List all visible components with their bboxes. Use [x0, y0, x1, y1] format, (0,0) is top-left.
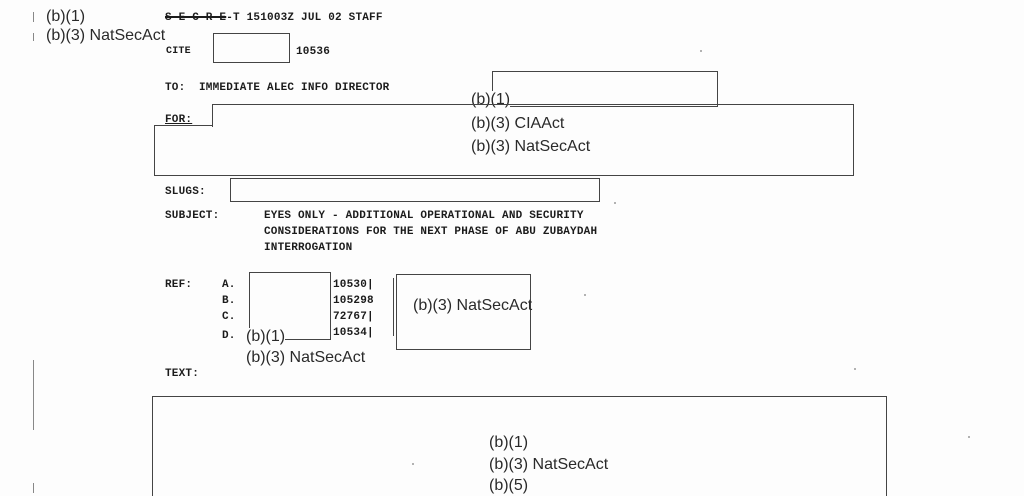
to-redaction-box	[492, 71, 718, 107]
ref-exemption-natsec: (b)(3) NatSecAct	[246, 349, 366, 366]
slugs-redaction-box	[230, 178, 600, 202]
for-redaction-box-left-top	[154, 125, 212, 126]
margin-exemption-b1: (b)(1)	[46, 8, 86, 25]
for-exemption-natsec: (b)(3) NatSecAct	[471, 138, 591, 155]
subject-line-2: CONSIDERATIONS FOR THE NEXT PHASE OF ABU ZUBAYDAH	[264, 226, 598, 238]
to-exemption-b1: (b)(1)	[471, 91, 511, 108]
margin-mark	[33, 33, 34, 41]
margin-mark	[33, 12, 34, 22]
classification-line	[165, 11, 383, 25]
margin-exemption-b3: (b)(3) NatSecAct	[46, 27, 166, 44]
text-exemption-b5: (b)(5)	[489, 477, 529, 494]
classification-struck: S-E-C-R-E	[165, 12, 227, 24]
cite-redaction-box	[213, 33, 290, 63]
subject-line-1: EYES ONLY - ADDITIONAL OPERATIONAL AND SECURITY	[264, 210, 584, 222]
ref-bracket-left	[393, 278, 394, 336]
margin-mark	[33, 483, 34, 493]
ref-letter-d: D.	[222, 330, 236, 342]
scan-speck	[854, 368, 856, 370]
ref-exemption-right: (b)(3) NatSecAct	[413, 297, 533, 314]
to-line: TO: IMMEDIATE ALEC INFO DIRECTOR	[165, 82, 390, 94]
cite-number: 10536	[296, 46, 331, 58]
cite-label: CITE	[166, 46, 191, 57]
scan-speck	[968, 436, 970, 438]
ref-number-b: 105298	[333, 295, 374, 307]
text-label: TEXT:	[165, 368, 200, 380]
scan-speck	[700, 50, 702, 52]
ref-number-c: 72767|	[333, 311, 374, 323]
scan-speck	[584, 294, 586, 296]
subject-label: SUBJECT:	[165, 210, 220, 222]
ref-number-a: 10530|	[333, 279, 374, 291]
for-label: FOR:	[165, 114, 193, 126]
text-exemption-natsec: (b)(3) NatSecAct	[489, 456, 609, 473]
ref-exemption-b1: (b)(1)	[246, 328, 286, 345]
ref-letter-b: B.	[222, 295, 236, 307]
ref-letter-c: C.	[222, 311, 236, 323]
text-exemption-b1: (b)(1)	[489, 434, 529, 451]
ref-number-d: 10534|	[333, 327, 374, 339]
classification-tail: -T 151003Z JUL 02 STAFF	[226, 12, 383, 24]
scan-speck	[614, 202, 616, 204]
slugs-label: SLUGS:	[165, 186, 206, 198]
subject-line-3: INTERROGATION	[264, 242, 353, 254]
margin-mark	[33, 360, 34, 430]
for-exemption-cia: (b)(3) CIAAct	[471, 115, 565, 132]
ref-label: REF:	[165, 279, 193, 291]
ref-letter-a: A.	[222, 279, 236, 291]
